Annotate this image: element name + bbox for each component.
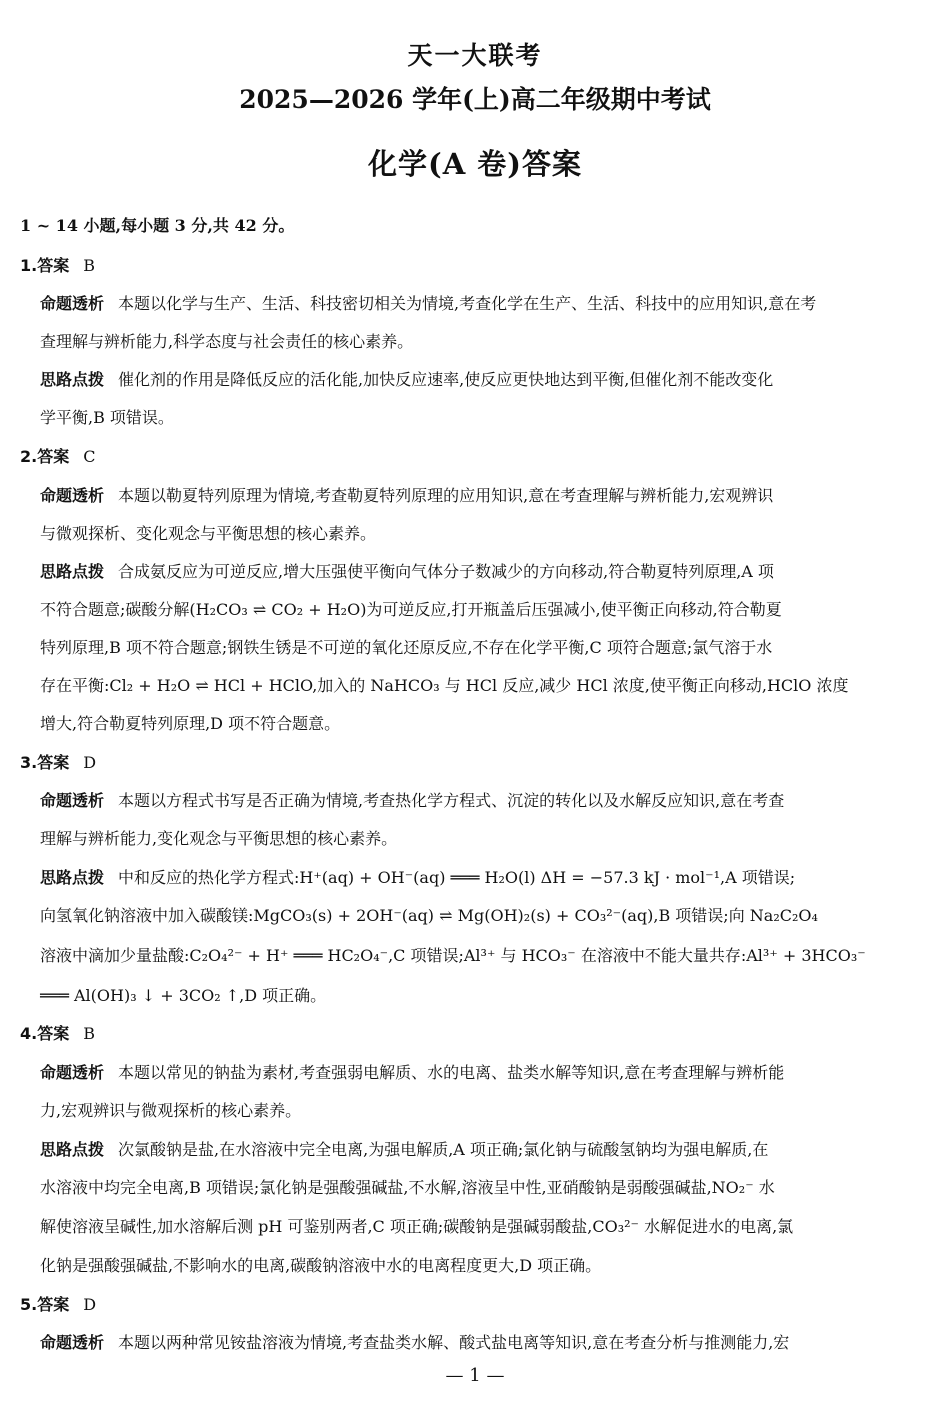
- q1-design-line-1: 命题透析 本题以化学与生产、生活、科技密切相关为情境,考查化学在生产、生活、科技中的应用知识,意在考: [40, 294, 817, 313]
- q2-hint-line-4: 存在平衡:Cl₂ + H₂O ⇌ HCl + HClO,加入的 NaHCO₃ 与 HCl 反应,减少 HCl 浓度,使平衡正向移动,HClO 浓度: [40, 676, 849, 695]
- q3-answer: 3.答案 D: [20, 753, 97, 772]
- q1-design-line-2: 查理解与辨析能力,科学态度与社会责任的核心素养。: [40, 332, 414, 351]
- q4-hint-line-2: 水溶液中均完全电离,B 项错误;氯化钠是强酸强碱盐,不水解,溶液呈中性,亚硝酸钠是弱酸强碱盐,NO₂⁻ 水: [40, 1178, 775, 1197]
- q5-design-line-1: 命题透析 本题以两种常见铵盐溶液为情境,考查盐类水解、酸式盐电离等知识,意在考查分析与推测能力,宏: [40, 1333, 790, 1352]
- q3-hint-line-2: 向氢氧化钠溶液中加入碳酸镁:MgCO₃(s) + 2OH⁻(aq) ⇌ Mg(OH)₂(s) + CO₃²⁻(aq),B 项错误;向 Na₂C₂O₄: [40, 906, 818, 925]
- q4-hint-line-1: 思路点拨 次氯酸钠是盐,在水溶液中完全电离,为强电解质,A 项正确;氯化钠与硫酸氢钠均为强电解质,在: [40, 1140, 769, 1159]
- q3-hint-line-3: 溶液中滴加少量盐酸:C₂O₄²⁻ + H⁺ ═══ HC₂O₄⁻,C 项错误;Al³⁺ 与 HCO₃⁻ 在溶液中不能大量共存:Al³⁺ + 3HCO₃⁻: [40, 946, 866, 965]
- q2-hint-line-2: 不符合题意;碳酸分解(H₂CO₃ ⇌ CO₂ + H₂O)为可逆反应,打开瓶盖后压强减小,使平衡正向移动,符合勒夏: [40, 600, 782, 619]
- q4-hint-line-3: 解使溶液呈碱性,加水溶解后测 pH 可鉴别两者,C 项正确;碳酸钠是强碱弱酸盐,CO₃²⁻ 水解促进水的电离,氯: [40, 1217, 794, 1236]
- exam-union-title: 天一大联考: [407, 41, 543, 70]
- q4-hint-line-4: 化钠是强酸强碱盐,不影响水的电离,碳酸钠溶液中水的电离程度更大,D 项正确。: [40, 1256, 602, 1275]
- q2-hint-line-3: 特列原理,B 项不符合题意;钢铁生锈是不可逆的氧化还原反应,不存在化学平衡,C 项符合题意;氯气溶于水: [40, 638, 773, 657]
- subject-title: 化学(A 卷)答案: [367, 147, 583, 181]
- scoring-intro: 1 ~ 14 小题,每小题 3 分,共 42 分。: [20, 216, 295, 235]
- q3-design-line-2: 理解与辨析能力,变化观念与平衡思想的核心素养。: [40, 829, 398, 848]
- q4-answer: 4.答案 B: [20, 1024, 95, 1043]
- q2-answer: 2.答案 C: [20, 447, 96, 466]
- q3-hint-line-1: 思路点拨 中和反应的热化学方程式:H⁺(aq) + OH⁻(aq) ═══ H₂O(l) ΔH = −57.3 kJ · mol⁻¹,A 项错误;: [40, 868, 796, 887]
- q1-hint-line-2: 学平衡,B 项错误。: [40, 408, 174, 427]
- page-number: — 1 —: [445, 1365, 505, 1386]
- q4-design-line-1: 命题透析 本题以常见的钠盐为素材,考查强弱电解质、水的电离、盐类水解等知识,意在考查理解与辨析能: [40, 1063, 785, 1082]
- q2-design-line-2: 与微观探析、变化观念与平衡思想的核心素养。: [40, 524, 377, 543]
- q3-design-line-1: 命题透析 本题以方程式书写是否正确为情境,考查热化学方程式、沉淀的转化以及水解反应知识,意在考查: [40, 791, 785, 810]
- q2-hint-line-1: 思路点拨 合成氨反应为可逆反应,增大压强使平衡向气体分子数减少的方向移动,符合勒夏特列原理,A 项: [40, 562, 774, 581]
- q2-design-line-1: 命题透析 本题以勒夏特列原理为情境,考查勒夏特列原理的应用知识,意在考查理解与辨析能力,宏观辨识: [40, 486, 774, 505]
- q1-hint-line-1: 思路点拨 催化剂的作用是降低反应的活化能,加快反应速率,使反应更快地达到平衡,但催化剂不能改变化: [40, 370, 774, 389]
- q1-answer: 1.答案 B: [20, 256, 95, 275]
- q5-answer: 5.答案 D: [20, 1295, 97, 1314]
- exam-title: 2025—2026 学年(上)高二年级期中考试: [239, 85, 711, 114]
- q4-design-line-2: 力,宏观辨识与微观探析的核心素养。: [40, 1101, 302, 1120]
- q3-hint-line-4: ═══ Al(OH)₃ ↓ + 3CO₂ ↑,D 项正确。: [40, 986, 327, 1005]
- q2-hint-line-5: 增大,符合勒夏特列原理,D 项不符合题意。: [40, 714, 341, 733]
